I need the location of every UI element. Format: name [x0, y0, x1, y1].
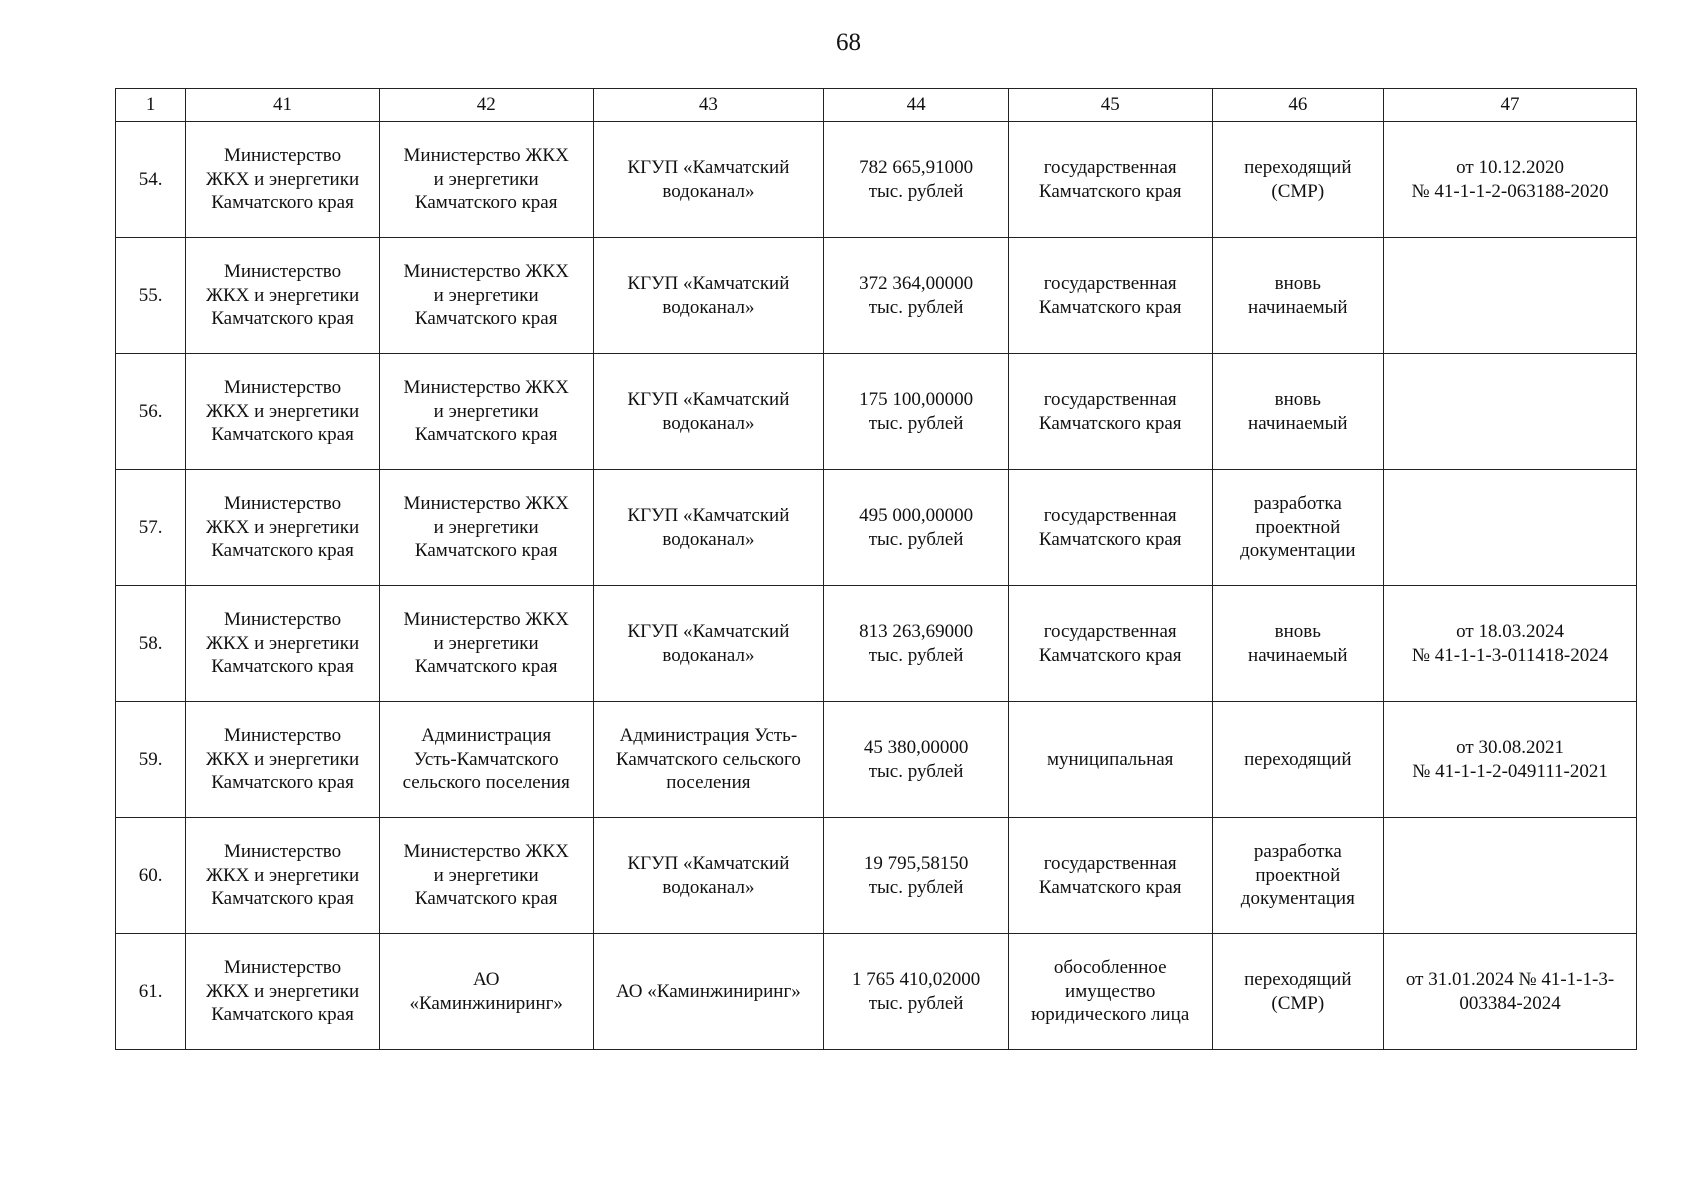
cell-text-line: № 41-1-1-2-049111-2021 [1412, 760, 1608, 782]
cell-text-line: Камчатского края [211, 656, 354, 678]
cell-text-line: переходящий [1244, 157, 1352, 178]
cell-responsible-executor [186, 122, 380, 238]
cell-text-line: Министерство [223, 377, 342, 399]
cell-text-line: тыс. рублей [868, 296, 964, 318]
cell-developer [593, 934, 824, 1050]
cell-text-line: тыс. рублей [868, 760, 964, 782]
cell-text-line: Камчатского края [211, 192, 354, 214]
cell-estimated-cost [824, 354, 1009, 470]
cell-text-line: КГУП «Камчатский [627, 389, 790, 410]
header-col-1: 1 [116, 89, 186, 122]
row-number: 59. [116, 702, 186, 818]
cell-developer [593, 586, 824, 702]
cell-text-line: начинаемый [1248, 412, 1348, 434]
table-row [116, 122, 1637, 238]
cell-text-line: от 30.08.2021 [1456, 737, 1564, 758]
cell-object-status [1212, 818, 1384, 934]
row-number: 55. [116, 238, 186, 354]
page-number: 68 [836, 29, 861, 56]
cell-text-line: Министерство [223, 609, 342, 631]
cell-text-line: Министерство [223, 145, 342, 167]
cell-text-line: КГУП «Камчатский [627, 157, 790, 178]
table-row [116, 586, 1637, 702]
cell-ownership-form [1008, 934, 1212, 1050]
cell-text-line: 782 665,91000 [859, 157, 974, 178]
cell-object-status [1212, 702, 1384, 818]
cell-text-line: государственная [1043, 273, 1177, 294]
cell-developer [593, 122, 824, 238]
cell-text-line: водоканал» [662, 528, 755, 550]
cell-text-line: Министерство ЖКХ [403, 493, 569, 515]
cell-ownership-form [1008, 818, 1212, 934]
cell-text-line: КГУП «Камчатский [627, 505, 790, 526]
cell-text-line: ЖКХ и энергетики [205, 748, 360, 770]
cell-text-line: Камчатского края [1038, 644, 1182, 666]
cell-developer [593, 354, 824, 470]
cell-text-line: водоканал» [662, 296, 755, 318]
cell-text-line: ЖКХ и энергетики [205, 980, 360, 1002]
cell-ownership-form [1008, 354, 1212, 470]
cell-text-line: юридического лица [1031, 1004, 1190, 1026]
cell-text-line: Камчатского края [211, 1004, 354, 1026]
cell-text-line: государственная [1043, 621, 1177, 642]
cell-text-line: Камчатского края [414, 424, 558, 446]
cell-ownership-form [1008, 586, 1212, 702]
cell-responsible-executor [186, 702, 380, 818]
cell-text-line: тыс. рублей [868, 412, 964, 434]
cell-expertise-conclusion [1384, 934, 1637, 1050]
cell-text-line: Камчатского края [211, 772, 354, 794]
cell-text-line: переходящий [1244, 748, 1352, 770]
cell-text-line: № 41-1-1-3-011418-2024 [1411, 644, 1609, 666]
cell-text-line: проектной [1255, 864, 1341, 886]
cell-responsible-executor [186, 818, 380, 934]
cell-text-line: Министерство [223, 725, 342, 747]
cell-customer [379, 586, 593, 702]
cell-object-status [1212, 238, 1384, 354]
header-col-42: 42 [379, 89, 593, 122]
cell-text-line: тыс. рублей [868, 528, 964, 550]
cell-text-line: (СМР) [1271, 992, 1325, 1014]
cell-text-line: Камчатского края [414, 308, 558, 330]
cell-expertise-conclusion [1384, 354, 1637, 470]
header-col-43: 43 [593, 89, 824, 122]
cell-text-line: Администрация [421, 725, 552, 747]
cell-text-line: водоканал» [662, 180, 755, 202]
cell-text-line: Камчатского края [1038, 296, 1182, 318]
cell-text-line: Камчатского сельского [615, 748, 801, 770]
cell-text-line: сельского поселения [402, 772, 570, 794]
cell-object-status [1212, 122, 1384, 238]
cell-text-line: (СМР) [1271, 180, 1325, 202]
cell-text-line: Министерство [223, 261, 342, 283]
cell-text-line: 495 000,00000 [859, 505, 974, 526]
cell-text-line: ЖКХ и энергетики [205, 168, 360, 190]
cell-text-line: водоканал» [662, 876, 755, 898]
table-row [116, 238, 1637, 354]
cell-text-line: и энергетики [433, 632, 539, 654]
cell-text-line: обособленное [1053, 957, 1167, 979]
cell-object-status [1212, 934, 1384, 1050]
cell-customer [379, 122, 593, 238]
cell-text-line: водоканал» [662, 412, 755, 434]
header-col-41: 41 [186, 89, 380, 122]
cell-text-line: проектной [1255, 516, 1341, 538]
cell-estimated-cost [824, 122, 1009, 238]
cell-ownership-form [1008, 238, 1212, 354]
cell-text-line: ЖКХ и энергетики [205, 864, 360, 886]
cell-responsible-executor [186, 934, 380, 1050]
cell-text-line: Камчатского края [414, 540, 558, 562]
cell-customer [379, 818, 593, 934]
cell-text-line: Министерство [223, 957, 342, 979]
cell-text-line: ЖКХ и энергетики [205, 284, 360, 306]
cell-text-line: 372 364,00000 [859, 273, 974, 294]
cell-text-line: и энергетики [433, 168, 539, 190]
cell-text-line: Камчатского края [1038, 412, 1182, 434]
cell-responsible-executor [186, 238, 380, 354]
cell-estimated-cost [824, 586, 1009, 702]
cell-text-line: Министерство [223, 493, 342, 515]
cell-text-line: тыс. рублей [868, 876, 964, 898]
row-number: 58. [116, 586, 186, 702]
cell-text-line: КГУП «Камчатский [627, 621, 790, 642]
cell-text-line: Министерство ЖКХ [403, 145, 569, 167]
cell-text-line: Министерство ЖКХ [403, 609, 569, 631]
cell-text-line: Камчатского края [414, 656, 558, 678]
header-col-44: 44 [824, 89, 1009, 122]
cell-text-line: и энергетики [433, 284, 539, 306]
cell-text-line: поселения [666, 772, 751, 794]
header-col-47: 47 [1384, 89, 1637, 122]
cell-text-line: КГУП «Камчатский [627, 853, 790, 874]
cell-text-line: тыс. рублей [868, 644, 964, 666]
table-row [116, 702, 1637, 818]
cell-text-line: Камчатского края [1038, 876, 1182, 898]
cell-text-line: Камчатского края [1038, 180, 1182, 202]
table-header [116, 89, 1637, 122]
cell-text-line: Усть-Камчатского [413, 748, 559, 770]
cell-text-line: водоканал» [662, 644, 755, 666]
cell-text-line: Министерство ЖКХ [403, 261, 569, 283]
cell-estimated-cost [824, 934, 1009, 1050]
objects-table [115, 88, 1637, 1050]
cell-text-line: и энергетики [433, 864, 539, 886]
cell-text-line: от 10.12.2020 [1456, 157, 1564, 178]
cell-customer [379, 354, 593, 470]
cell-text-line: вновь [1274, 621, 1321, 642]
header-row [116, 89, 1637, 122]
cell-text-line: ЖКХ и энергетики [205, 632, 360, 654]
cell-customer [379, 702, 593, 818]
row-number: 57. [116, 470, 186, 586]
cell-responsible-executor [186, 586, 380, 702]
table-row [116, 354, 1637, 470]
cell-text-line: 175 100,00000 [859, 389, 974, 410]
cell-responsible-executor [186, 354, 380, 470]
cell-estimated-cost [824, 818, 1009, 934]
cell-text-line: 1 765 410,02000 [851, 969, 981, 990]
cell-text-line: государственная [1043, 157, 1177, 178]
cell-text-line: документации [1240, 540, 1356, 562]
cell-text-line: вновь [1274, 273, 1321, 294]
cell-text-line: государственная [1043, 389, 1177, 410]
cell-estimated-cost [824, 238, 1009, 354]
cell-text-line: ЖКХ и энергетики [205, 516, 360, 538]
table-body [116, 122, 1637, 1050]
cell-text-line: Камчатского края [1038, 528, 1182, 550]
cell-text-line: 003384-2024 [1459, 992, 1561, 1014]
cell-text-line: разработка [1253, 841, 1342, 863]
cell-expertise-conclusion [1384, 586, 1637, 702]
cell-text-line: Министерство ЖКХ [403, 377, 569, 399]
cell-text-line: тыс. рублей [868, 992, 964, 1014]
cell-text-line: и энергетики [433, 400, 539, 422]
cell-estimated-cost [824, 702, 1009, 818]
cell-text-line: Министерство [223, 841, 342, 863]
cell-text-line: 19 795,58150 [863, 853, 969, 874]
cell-text-line: 813 263,69000 [859, 621, 974, 642]
cell-object-status [1212, 354, 1384, 470]
cell-expertise-conclusion [1384, 470, 1637, 586]
cell-text-line: Камчатского края [211, 424, 354, 446]
cell-text-line: и энергетики [433, 516, 539, 538]
cell-developer [593, 818, 824, 934]
cell-text-line: начинаемый [1248, 296, 1348, 318]
cell-text-line: от 18.03.2024 [1456, 621, 1564, 642]
cell-expertise-conclusion [1384, 702, 1637, 818]
cell-text-line: «Каминжиниринг» [409, 992, 563, 1014]
cell-ownership-form [1008, 470, 1212, 586]
cell-text-line: государственная [1043, 505, 1177, 526]
cell-estimated-cost [824, 470, 1009, 586]
cell-customer [379, 238, 593, 354]
cell-developer [593, 470, 824, 586]
cell-text-line: Камчатского края [211, 308, 354, 330]
cell-text-line: АО «Каминжиниринг» [616, 980, 801, 1002]
row-number: 54. [116, 122, 186, 238]
cell-developer [593, 238, 824, 354]
table-row [116, 818, 1637, 934]
header-col-46: 46 [1212, 89, 1384, 122]
cell-text-line: КГУП «Камчатский [627, 273, 790, 294]
header-col-45: 45 [1008, 89, 1212, 122]
cell-text-line: 45 380,00000 [863, 737, 969, 758]
cell-expertise-conclusion [1384, 122, 1637, 238]
cell-object-status [1212, 470, 1384, 586]
cell-text-line: Камчатского края [211, 540, 354, 562]
cell-text-line: вновь [1274, 389, 1321, 410]
cell-expertise-conclusion [1384, 818, 1637, 934]
cell-responsible-executor [186, 470, 380, 586]
table-row [116, 934, 1637, 1050]
cell-text-line: разработка [1253, 493, 1342, 515]
cell-text-line: переходящий [1244, 969, 1352, 990]
cell-expertise-conclusion [1384, 238, 1637, 354]
cell-text-line: Камчатского края [414, 888, 558, 910]
row-number: 60. [116, 818, 186, 934]
cell-text-line: Администрация Усть- [619, 725, 798, 747]
cell-text-line: от 31.01.2024 № 41-1-1-3- [1405, 969, 1615, 990]
cell-text-line: Министерство ЖКХ [403, 841, 569, 863]
cell-developer [593, 702, 824, 818]
row-number: 61. [116, 934, 186, 1050]
cell-ownership-form [1008, 702, 1212, 818]
cell-text-line: государственная [1043, 853, 1177, 874]
cell-text-line: Камчатского края [414, 192, 558, 214]
cell-customer [379, 934, 593, 1050]
row-number: 56. [116, 354, 186, 470]
cell-text-line: начинаемый [1248, 644, 1348, 666]
cell-text-line: имущество [1065, 980, 1156, 1002]
table-row [116, 470, 1637, 586]
cell-ownership-form [1008, 122, 1212, 238]
cell-text-line: муниципальная [1046, 748, 1174, 770]
cell-object-status [1212, 586, 1384, 702]
cell-text-line: № 41-1-1-2-063188-2020 [1411, 180, 1609, 202]
cell-text-line: документация [1240, 888, 1355, 910]
cell-text-line: АО [472, 969, 500, 990]
cell-text-line: Камчатского края [211, 888, 354, 910]
cell-customer [379, 470, 593, 586]
cell-text-line: тыс. рублей [868, 180, 964, 202]
cell-text-line: ЖКХ и энергетики [205, 400, 360, 422]
